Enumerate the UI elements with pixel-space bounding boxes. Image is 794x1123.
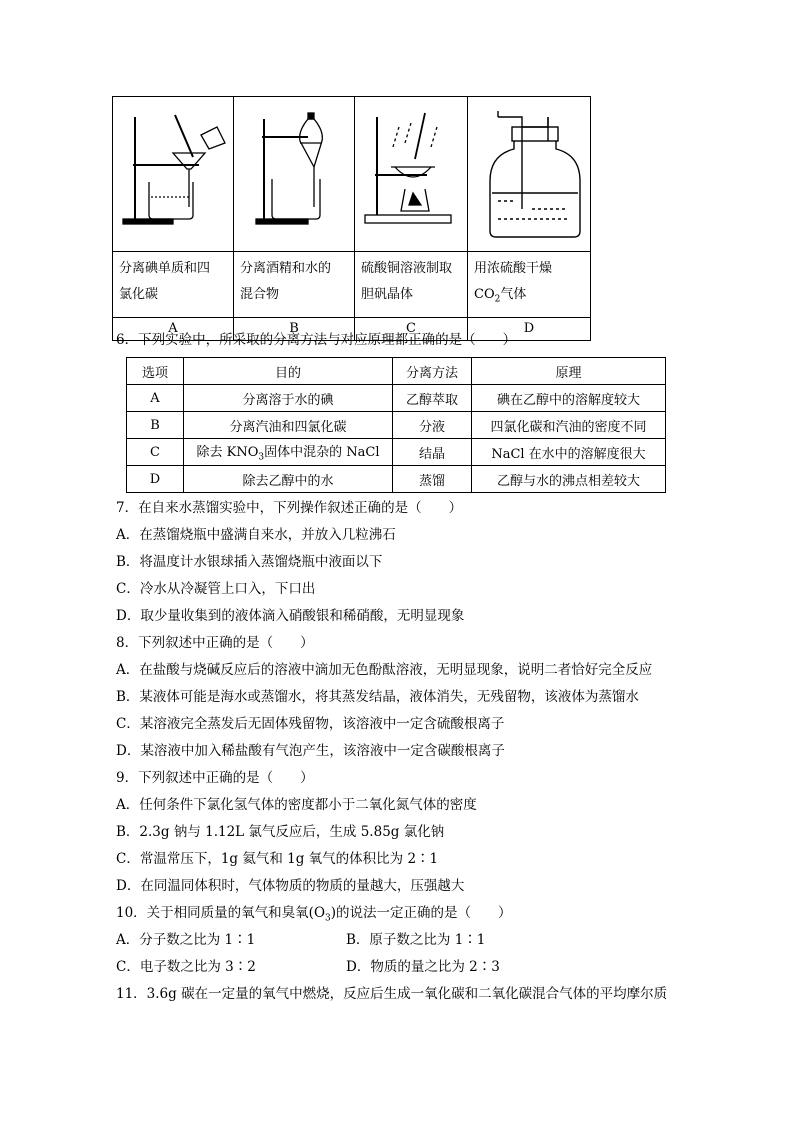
q8-option-a: A．在盐酸与烧碱反应后的溶液中滴加无色酚酞溶液，无明显现象，说明二者恰好完全反应 [116,662,653,678]
option-letter-b: B [234,317,355,340]
q9-option-a: A．任何条件下氯化氢气体的密度都小于二氧化氮气体的密度 [116,797,477,813]
funnel-filtration-icon [113,97,233,251]
cell-method: 分液 [393,412,472,439]
cell-method: 乙醇萃取 [393,385,472,412]
q7-option-d: D．取少量收集到的液体滴入硝酸银和稀硝酸，无明显现象 [116,608,465,624]
q11-stem: 11．3.6g 碳在一定量的氧气中燃烧，反应后生成一氧化碳和二氧化碳混合气体的平均摩尔质 [116,986,668,1002]
apparatus-table [112,96,591,341]
apparatus-image-c [355,97,468,252]
cell-principle: 四氯化碳和汽油的密度不同 [472,412,666,439]
apparatus-caption-c: 硫酸铜溶液制取 胆矾晶体 [355,252,468,318]
option-letter-d: D [468,317,591,340]
q8-option-d: D．某溶液中加入稀盐酸有气泡产生，该溶液中一定含碳酸根离子 [116,743,505,759]
option-letter-c: C [355,317,468,340]
q10-stem: 10．关于相同质量的氧气和臭氧$(O_3)$的说法一定正确的是（ ） [116,905,512,924]
q8-option-c: C．某溶液完全蒸发后无固体残留物，该溶液中一定含硫酸根离子 [116,716,505,732]
table-row [127,439,666,466]
q6-stem: 6．下列实验中，所采取的分离方法与对应原理都正确的是（ ） [116,332,517,348]
table-row [127,412,666,439]
cell-principle: NaCl 在水中的溶解度很大 [472,439,666,466]
cell-method: 蒸馏 [393,466,472,493]
evaporating-dish-icon [355,97,467,251]
cell-purpose: 除去 $KNO_3$固体中混杂的 NaCl [184,439,393,466]
cell-option: B [127,412,184,439]
q6-table [126,357,666,493]
cell-purpose: 分离溶于水的碘 [184,385,393,412]
q8-option-b: B．某液体可能是海水或蒸馏水，将其蒸发结晶，液体消失，无残留物，该液体为蒸馏水 [116,689,639,705]
cell-principle: 乙醇与水的沸点相差较大 [472,466,666,493]
table-row [127,385,666,412]
apparatus-image-a [113,97,234,252]
table-row [127,466,666,493]
cell-option: A [127,385,184,412]
table-header-row [127,358,666,385]
q7-stem: 7．在自来水蒸馏实验中，下列操作叙述正确的是（ ） [116,500,463,516]
gas-washing-bottle-icon [468,97,590,251]
header-method: 分离方法 [393,358,472,385]
q9-option-c: C．常温常压下，1g 氦气和 1g 氧气的体积比为 2∶1 [116,851,439,867]
q9-option-b: B．2.3g 钠与 1.12L 氯气反应后，生成 5.85g 氯化钠 [116,824,445,840]
cell-option: C [127,439,184,466]
q10-option-b: B．原子数之比为 1∶1 [346,932,486,948]
q9-stem: 9．下列叙述中正确的是（ ） [116,770,314,786]
header-purpose: 目的 [184,358,393,385]
apparatus-caption-b: 分离酒精和水的 混合物 [234,252,355,318]
q7-option-b: B．将温度计水银球插入蒸馏烧瓶中液面以下 [116,554,383,570]
header-principle: 原理 [472,358,666,385]
q9-option-d: D．在同温同体积时，气体物质的物质的量越大，压强越大 [116,878,465,894]
q7-option-c: C．冷水从冷凝管上口入，下口出 [116,581,316,597]
cell-purpose: 除去乙醇中的水 [184,466,393,493]
apparatus-image-b [234,97,355,252]
q8-stem: 8．下列叙述中正确的是（ ） [116,635,314,651]
q7-option-a: A．在蒸馏烧瓶中盛满自来水，并放入几粒沸石 [116,527,396,543]
option-letter-a: A [113,317,234,340]
header-option: 选项 [127,358,184,385]
apparatus-image-d [468,97,591,252]
q10-option-c: C．电子数之比为 3∶2 [116,959,256,975]
separatory-funnel-icon [234,97,354,251]
q10-option-d: D．物质的量之比为 2∶3 [346,959,500,975]
q10-option-a: A．分子数之比为 1∶1 [116,932,256,948]
cell-purpose: 分离汽油和四氯化碳 [184,412,393,439]
cell-method: 结晶 [393,439,472,466]
apparatus-caption-a: 分离碘单质和四 氯化碳 [113,252,234,318]
cell-option: D [127,466,184,493]
cell-principle: 碘在乙醇中的溶解度较大 [472,385,666,412]
apparatus-caption-d: 用浓硫酸干燥 $CO_2$气体 [468,252,591,318]
